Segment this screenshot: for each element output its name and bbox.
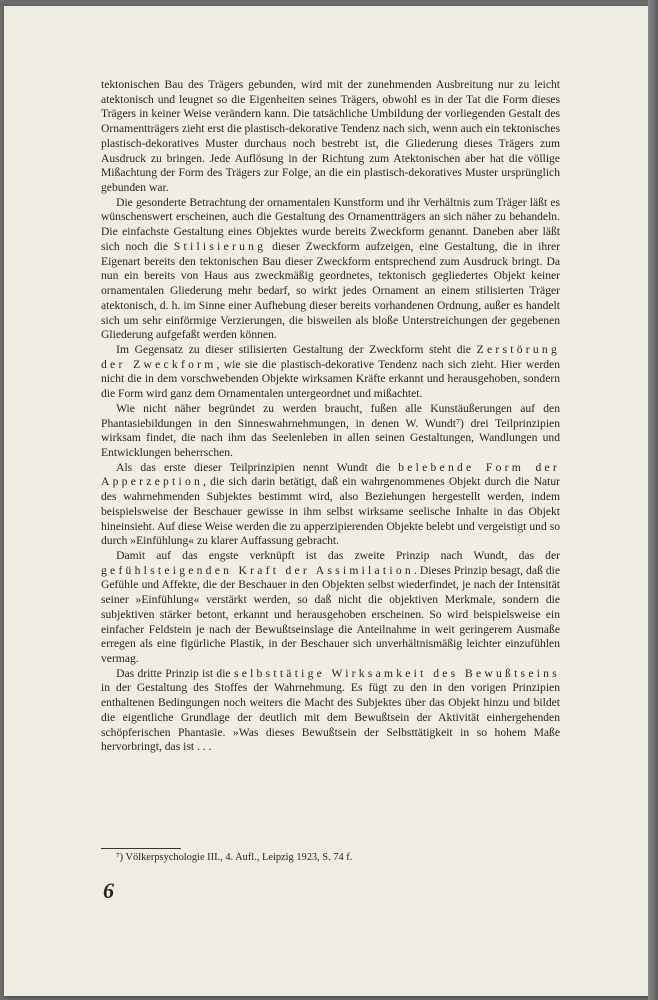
page-number: 6: [103, 878, 114, 903]
footnote-divider: [101, 848, 181, 849]
spaced-term: gefühlsteigenden Kraft der Assimilation: [101, 563, 414, 577]
paragraph-7: Das dritte Prinzip ist die selbsttätige Wirksamkeit des Bewußtseins in der Gestaltung des Stoffes der Wahrnehmung. Es fügt zu den in den vorigen Prinzipien enthaltenen Bedingungen noch weiters die Macht des Subjektes über das Objekt hinzu und bildet die eigentliche Grundlage der deutlich mit dem Bewußtsein der Aktivität einhergehenden schöpferischen Phantasie. »Was dieses Bewußtsein der Selbsttätigkeit in so hohem Maße hervorbringt, das ist . . .: [101, 666, 560, 754]
spaced-term: Zerstörung der Zweckform: [101, 342, 560, 371]
paragraph-6: Damit auf das engste verknüpft ist das zweite Prinzip nach Wundt, das der gefühlsteigenden Kraft der Assimilation. Dieses Prinzip besagt, daß die Gefühle und Affekte, die der Beschauer in den Objekten selbst wiederfindet, je nach der Intensität seiner »Einfühlung« verstärkt werden, so daß nicht die objektiven Merkmale, sondern die subjektiven stärker betont, erkannt und herausgehoben erscheinen. So wird beispielsweise ein einfacher Feldstein je nach der Bewußtseinslage die Anteilnahme in weit geringerem Ausmaße erregen als eine figürliche Plastik, in der Beschauer sich unverhältnismäßig leichter einzufühlen vermag.: [101, 549, 560, 666]
paragraph-5: Als das erste dieser Teilprinzipien nennt Wundt die belebende Form der Apperzeption, die sich darin betätigt, daß ein wahrgenommenes Objekt durch die Natur des wahrnehmenden Subjektes bestimmt wird, also Beziehungen hergestellt werden, indem beispielsweise der Beschauer gewisse in ihm selbst wirksame seelische Inhalte in das Objekt hineinsieht. Auf diese Weise werden die zu apperzipierenden Objekte belebt und vergeistigt und so durch »Einfühlung« zu klarer Auffassung gebracht.: [101, 460, 560, 548]
page-edge: [648, 0, 658, 1000]
spaced-term: selbsttätige Wirksamkeit des Bewußtseins: [233, 666, 560, 680]
paragraph-3: Im Gegensatz zu dieser stilisierten Gestaltung der Zweckform steht die Zerstörung der Zweckform, wie sie die plastisch-dekorative Tendenz nach sich zieht. Hier werden nicht die in dem vorschwebenden Objekte wirksamen Kräfte erkannt und herausgehoben, sondern die Form wird ganz dem Ornamentalen untergeordnet und mißachtet.: [101, 342, 560, 401]
body-text: [101, 78, 560, 755]
paragraph-4: Wie nicht näher begründet zu werden braucht, fußen alle Kunstäußerungen auf den Phantasiebildungen in den Sinneswahrnehmungen, in denen W. Wundt⁷) drei Teilprinzipien wirksam findet, die nach ihm das Seelenleben in allen seinen Gestaltungen, Wandlungen und Entwicklungen beherrschen.: [101, 401, 560, 459]
paragraph-1: tektonischen Bau des Trägers gebunden, wird mit der zunehmenden Ausbreitung nur zu leicht atektonisch und leugnet so die Eigenheiten seines Trägers, obwohl es in der Tat die Form dieses Trägers in keiner Weise verändern kann. Die tatsächliche Umbildung der vorliegenden Gestalt des Ornamentträgers zieht erst die plastisch-dekorative Tendenz nach sich, wenn auch ein tektonisches plastisch-dekoratives Muster durchaus noch bestrebt ist, die Gliederung dieses Trägers zum Ausdruck zu bringen. Jede Auflösung in der Richtung zum Atektonischen aber hat die völlige Mißachtung der Form des Trägers zur Folge, an die ein plastisch-dekoratives Muster ursprünglich gebunden war.: [101, 78, 560, 195]
spaced-term: Stilisierung: [173, 239, 267, 253]
footnote: ⁷) Völkerpsychologie III., 4. Aufl., Leipzig 1923, S. 74 f.: [116, 852, 353, 863]
spaced-term: belebende Form der Apperzeption: [101, 460, 560, 489]
paragraph-2: Die gesonderte Betrachtung der ornamentalen Kunstform und ihr Verhältnis zum Träger läßt es wünschenswert erscheinen, auch die Gestaltung des Ornamentträgers an sich näher zu behandeln. Die einfachste Gestaltung eines Objektes wurde bereits Zweckform genannt. Daneben aber läßt sich noch die Stilisierung dieser Zweckform aufzeigen, eine Gestaltung, die in ihrer Eigenart bereits den tektonischen Bau dieser Zweckform entsprechend zum Ausdruck bringt. Da nun ein bereits von Haus aus zweckmäßig geordnetes, tektonisch gegliedertes Objekt keiner ornamentalen Gliederung mehr bedarf, so wirkt jedes Ornament an einem stilisierten Träger atektonisch, d. h. im Sinne einer Aufhebung dieser bereits vorhandenen Ordnung, außer es handelt sich um sehr einförmige Verzierungen, die bisweilen als bloße Unterstreichungen der gegebenen Gliederung aufgefaßt werden können.: [101, 195, 560, 342]
